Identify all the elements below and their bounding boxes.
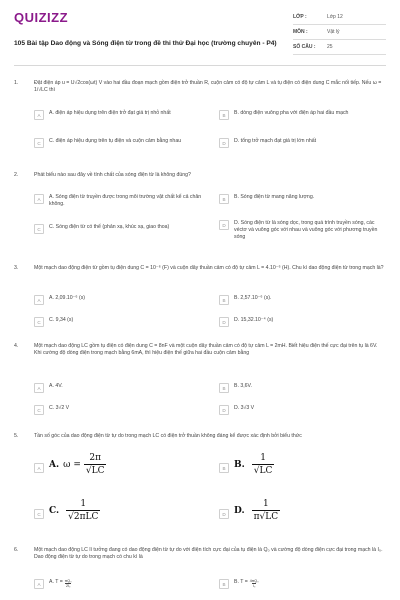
question-number: 4.	[14, 343, 19, 349]
option-letter: D	[219, 138, 229, 148]
option-a[interactable]	[34, 453, 204, 476]
option-c[interactable]	[34, 405, 204, 415]
question-text: Phát biểu nào sau đây về tính chất của sóng điện từ là không đúng?	[34, 172, 191, 178]
question-number: 1.	[14, 80, 19, 86]
quizizz-logo: QUIZIZZ	[14, 10, 69, 25]
option-letter: A	[34, 194, 44, 204]
question-text: Tần số góc của dao động điện từ tự do trong mạch LC có điện trở thuần không đáng kể được xác định bởi biểu thức	[34, 433, 302, 439]
option-letter: A	[34, 579, 44, 589]
denominator: I₀	[252, 584, 256, 588]
fraction	[84, 453, 107, 476]
fraction	[252, 499, 281, 522]
option-d[interactable]	[219, 405, 386, 415]
numerator: 4πQ₀	[249, 579, 259, 583]
option-label: D.	[234, 505, 245, 516]
option-c[interactable]	[34, 499, 204, 522]
option-letter: B	[219, 463, 229, 473]
header-divider	[14, 65, 386, 66]
option-b[interactable]	[219, 110, 386, 120]
option-label: A. T =	[49, 579, 63, 585]
numerator: πQ₀	[64, 579, 72, 583]
option-b[interactable]	[219, 453, 386, 476]
fraction	[65, 579, 72, 588]
option-a[interactable]	[34, 295, 204, 305]
option-text: A. Sóng điện từ truyền được trong môi trường vật chất kể cả chân không.	[49, 194, 202, 207]
option-letter: A	[34, 463, 44, 473]
denominator: √2πLC	[68, 512, 99, 522]
option-text: D. tổng trở mạch đạt giá trị lớn nhất	[234, 138, 317, 144]
option-text: A. 2,09.10⁻⁶ (s)	[49, 295, 86, 301]
option-d[interactable]	[219, 317, 386, 327]
option-text: C. Sóng điện từ có thể (phản xạ, khúc xạ, giao thoa)	[49, 224, 170, 230]
option-text: B. 2,57.10⁻⁶ (s).	[234, 295, 272, 301]
option-b[interactable]	[219, 579, 386, 589]
option-letter: B	[219, 295, 229, 305]
option-c[interactable]	[34, 317, 204, 327]
option-formula	[49, 499, 100, 522]
meta-row-class	[293, 10, 386, 25]
question-text: Một mạch dao động LC lí tưởng đang có dao động điện từ tự do với điện tích cực đại của tụ điện là Q₀ và cường độ dòng điện cực đại trong mạch là I₀. Dao động điện từ tự do trong mạch có chu kì là	[34, 547, 383, 560]
option-formula	[234, 499, 280, 522]
option-d[interactable]	[219, 220, 386, 240]
question-number: 6.	[14, 547, 19, 553]
option-text: A. điện áp hiệu dụng trên điện trở đạt giá trị nhỏ nhất	[49, 110, 171, 116]
option-a[interactable]	[34, 110, 204, 120]
option-text: D. 15,32.10⁻⁴ (s)	[234, 317, 274, 323]
option-letter: B	[219, 579, 229, 589]
option-letter: C	[34, 317, 44, 327]
meta-value: 25	[327, 44, 333, 50]
option-text: C. 9,34 (s)	[49, 317, 74, 323]
question-text: Đặt điện áp u = U√2cos(ωt) V vào hai đầu đoạn mạch gồm điện trở thuần R, cuộn cảm có độ tự cảm L và tụ điện có điện dung C mắc nối tiếp. Nếu ω = 1/√LC thì	[34, 80, 382, 93]
option-text: A. 4V.	[49, 383, 63, 389]
meta-table	[293, 10, 386, 55]
option-c[interactable]	[34, 224, 204, 234]
numerator: 2π	[89, 453, 101, 463]
option-d[interactable]	[219, 138, 386, 148]
option-letter: B	[219, 110, 229, 120]
option-formula	[234, 453, 274, 476]
formula-lhs: ω =	[63, 459, 81, 470]
option-label: A.	[49, 459, 60, 470]
option-letter: C	[34, 509, 44, 519]
option-text: C. 3√2 V	[49, 405, 70, 411]
fraction	[252, 453, 275, 476]
denominator: π√LC	[253, 512, 279, 522]
option-a[interactable]	[34, 383, 204, 393]
meta-value: Lớp 12	[327, 14, 343, 20]
option-letter: D	[219, 405, 229, 415]
meta-label: SỐ CÂU :	[293, 44, 316, 50]
question-number: 3.	[14, 265, 19, 271]
meta-value: Vật lý	[327, 29, 340, 35]
option-label: B.	[234, 459, 245, 470]
option-letter: D	[219, 220, 229, 230]
document-title: 105 Bài tập Dao động và Sóng điện từ trong đề thi thử Đại học (trường chuyên - P4)	[14, 40, 277, 47]
denominator: √LC	[85, 466, 105, 476]
question-number: 5.	[14, 433, 19, 439]
header	[14, 10, 386, 60]
numerator: 1	[260, 453, 266, 463]
option-letter: C	[34, 405, 44, 415]
option-label: C.	[49, 505, 60, 516]
option-a[interactable]	[34, 194, 204, 208]
option-text: B. 3,6V.	[234, 383, 252, 389]
option-d[interactable]	[219, 499, 386, 522]
option-formula	[49, 453, 106, 476]
option-a[interactable]	[34, 579, 204, 589]
option-letter: B	[219, 383, 229, 393]
option-b[interactable]	[219, 383, 386, 393]
option-letter: A	[34, 295, 44, 305]
option-letter: A	[34, 383, 44, 393]
option-letter: B	[219, 194, 229, 204]
meta-row-subject	[293, 25, 386, 40]
option-b[interactable]	[219, 194, 386, 204]
option-text: C. điện áp hiệu dụng trên tụ điện và cuộn cảm bằng nhau	[49, 138, 182, 144]
denominator: 2I₀	[65, 584, 71, 588]
meta-label: LỚP :	[293, 14, 307, 20]
option-text: D. 3√3 V	[234, 405, 255, 411]
fraction	[250, 579, 259, 588]
option-b[interactable]	[219, 295, 386, 305]
question-text: Một mạch dao động điện từ gồm tụ điện dung C = 10⁻⁶ (F) và cuộn dây thuần cảm có độ tự cảm L = 4.10⁻⁶ (H). Chu kì dao động điện từ trong mạch là?	[34, 265, 384, 271]
option-text: D. Sóng điện từ là sóng dọc, trong quá trình truyền sóng, các véctơ và vuông góc với nhau và vuông góc với phương truyền sóng	[234, 220, 378, 240]
numerator: 1	[80, 499, 87, 509]
denominator: √LC	[253, 466, 273, 476]
meta-row-count	[293, 40, 386, 55]
option-letter: C	[34, 224, 44, 234]
option-text: B. Sóng điện từ mang năng lượng.	[234, 194, 315, 200]
option-text: B. dòng điện vuông pha với điện áp hai đầu mạch	[234, 110, 349, 116]
fraction	[66, 499, 100, 522]
meta-label: MÔN :	[293, 29, 308, 35]
option-letter: A	[34, 110, 44, 120]
option-letter: C	[34, 138, 44, 148]
question-number: 2.	[14, 172, 19, 178]
option-label: B. T =	[234, 579, 248, 585]
numerator: 1	[263, 499, 269, 509]
option-letter: D	[219, 509, 229, 519]
option-c[interactable]	[34, 138, 204, 148]
question-text: Một mạch dao động LC gồm tụ điện có điện dung C = 8nF và một cuộn dây thuần cảm có độ tự cảm L = 2mH. Biết hiệu điện thế cực đại trên tụ là 6V. Khi cường độ dòng điện trong mạch bằng 6mA, thì hiệu điện thế giữa hai đầu cuộn cảm bằng	[34, 343, 378, 356]
option-letter: D	[219, 317, 229, 327]
